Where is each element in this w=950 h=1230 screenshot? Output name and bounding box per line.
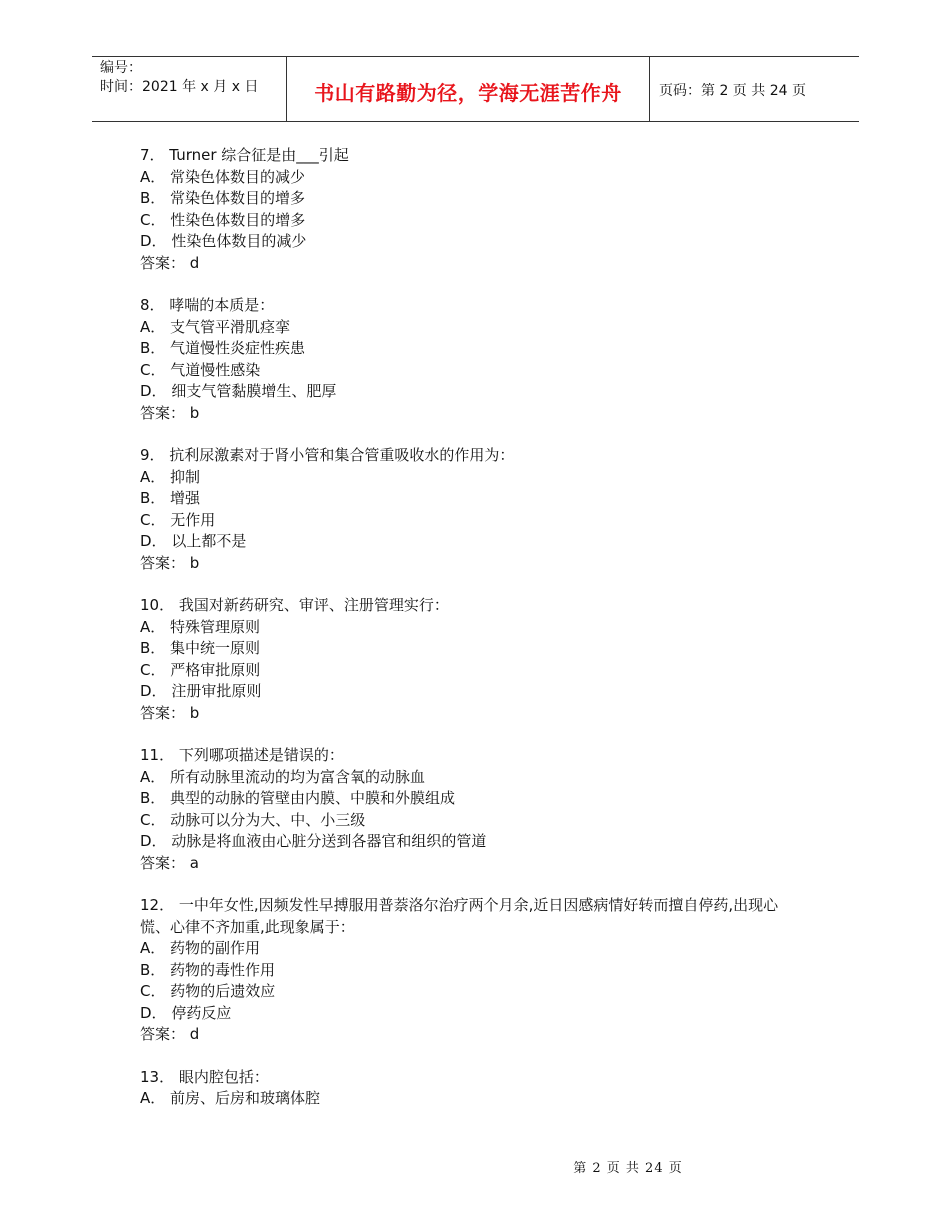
question-stem-continued: 慌、心律不齐加重,此现象属于： bbox=[140, 917, 355, 936]
option-d: D． 以上都不是 bbox=[140, 532, 247, 550]
question-stem: 13． 眼内腔包括： bbox=[140, 1067, 269, 1086]
answer: 答案： d bbox=[140, 1025, 200, 1043]
option-b: B． 药物的毒性作用 bbox=[140, 960, 276, 979]
option-c: C． 气道慢性感染 bbox=[140, 360, 261, 379]
option-d: D． 注册审批原则 bbox=[140, 682, 262, 700]
header-divider bbox=[649, 57, 650, 121]
question-stem: 7． Turner 综合征是由___引起 bbox=[140, 146, 349, 164]
question-item bbox=[140, 895, 820, 1046]
option-c: C． 性染色体数目的增多 bbox=[140, 210, 306, 229]
option-b: B． 气道慢性炎症性疾患 bbox=[140, 339, 306, 357]
option-a: A． 支气管平滑肌痉挛 bbox=[140, 317, 291, 336]
option-a: A． 所有动脉里流动的均为富含氧的动脉血 bbox=[140, 767, 426, 786]
page-footer: 第 2 页 共 24 页 bbox=[573, 1161, 683, 1176]
option-d: D． 细支气管黏膜增生、肥厚 bbox=[140, 382, 337, 400]
option-a: A． 前房、后房和玻璃体腔 bbox=[140, 1089, 321, 1107]
header-page-info: 页码：第 2 页 共 24 页 bbox=[659, 83, 806, 99]
question-item bbox=[140, 1067, 820, 1110]
question-list bbox=[140, 145, 820, 1110]
answer: 答案： b bbox=[140, 703, 200, 722]
time-label: 时间：2021 年 x 月 x 日 bbox=[100, 79, 259, 95]
serial-label: 编号： bbox=[100, 60, 142, 76]
question-item bbox=[140, 295, 820, 424]
question-item bbox=[140, 145, 820, 274]
question-item bbox=[140, 745, 820, 874]
question-stem: 12． 一中年女性,因频发性早搏服用普萘洛尔治疗两个月余,近日因感病情好转而擅自停药,出现心 bbox=[140, 896, 779, 914]
option-c: C． 严格审批原则 bbox=[140, 660, 261, 679]
option-b: B． 常染色体数目的增多 bbox=[140, 189, 306, 207]
answer: 答案： b bbox=[140, 403, 200, 422]
page-header bbox=[92, 56, 859, 122]
option-c: C． 药物的后遗效应 bbox=[140, 982, 276, 1000]
question-stem: 8． 哮喘的本质是： bbox=[140, 296, 275, 314]
option-b: B． 集中统一原则 bbox=[140, 639, 261, 657]
option-c: C． 动脉可以分为大、中、小三级 bbox=[140, 810, 366, 829]
option-d: D． 停药反应 bbox=[140, 1003, 232, 1022]
option-c: C． 无作用 bbox=[140, 510, 216, 529]
answer: 答案： a bbox=[140, 853, 199, 872]
question-stem: 11． 下列哪项描述是错误的： bbox=[140, 746, 344, 764]
question-item bbox=[140, 445, 820, 574]
option-a: A． 特殊管理原则 bbox=[140, 617, 261, 636]
question-stem: 10． 我国对新药研究、审评、注册管理实行： bbox=[140, 596, 449, 614]
header-motto: 书山有路勤为径，学海无涯苦作舟 bbox=[314, 81, 622, 105]
answer: 答案： d bbox=[140, 253, 200, 272]
option-b: B． 典型的动脉的管壁由内膜、中膜和外膜组成 bbox=[140, 789, 456, 807]
answer: 答案： b bbox=[140, 553, 200, 572]
option-a: A． 抑制 bbox=[140, 467, 201, 486]
option-d: D． 性染色体数目的减少 bbox=[140, 232, 307, 250]
question-stem: 9． 抗利尿激素对于肾小管和集合管重吸收水的作用为： bbox=[140, 446, 515, 464]
option-b: B． 增强 bbox=[140, 489, 201, 507]
question-item bbox=[140, 595, 820, 724]
header-meta bbox=[100, 59, 258, 97]
option-a: A． 药物的副作用 bbox=[140, 939, 261, 957]
option-d: D． 动脉是将血液由心脏分送到各器官和组织的管道 bbox=[140, 832, 487, 850]
option-a: A． 常染色体数目的减少 bbox=[140, 167, 306, 186]
